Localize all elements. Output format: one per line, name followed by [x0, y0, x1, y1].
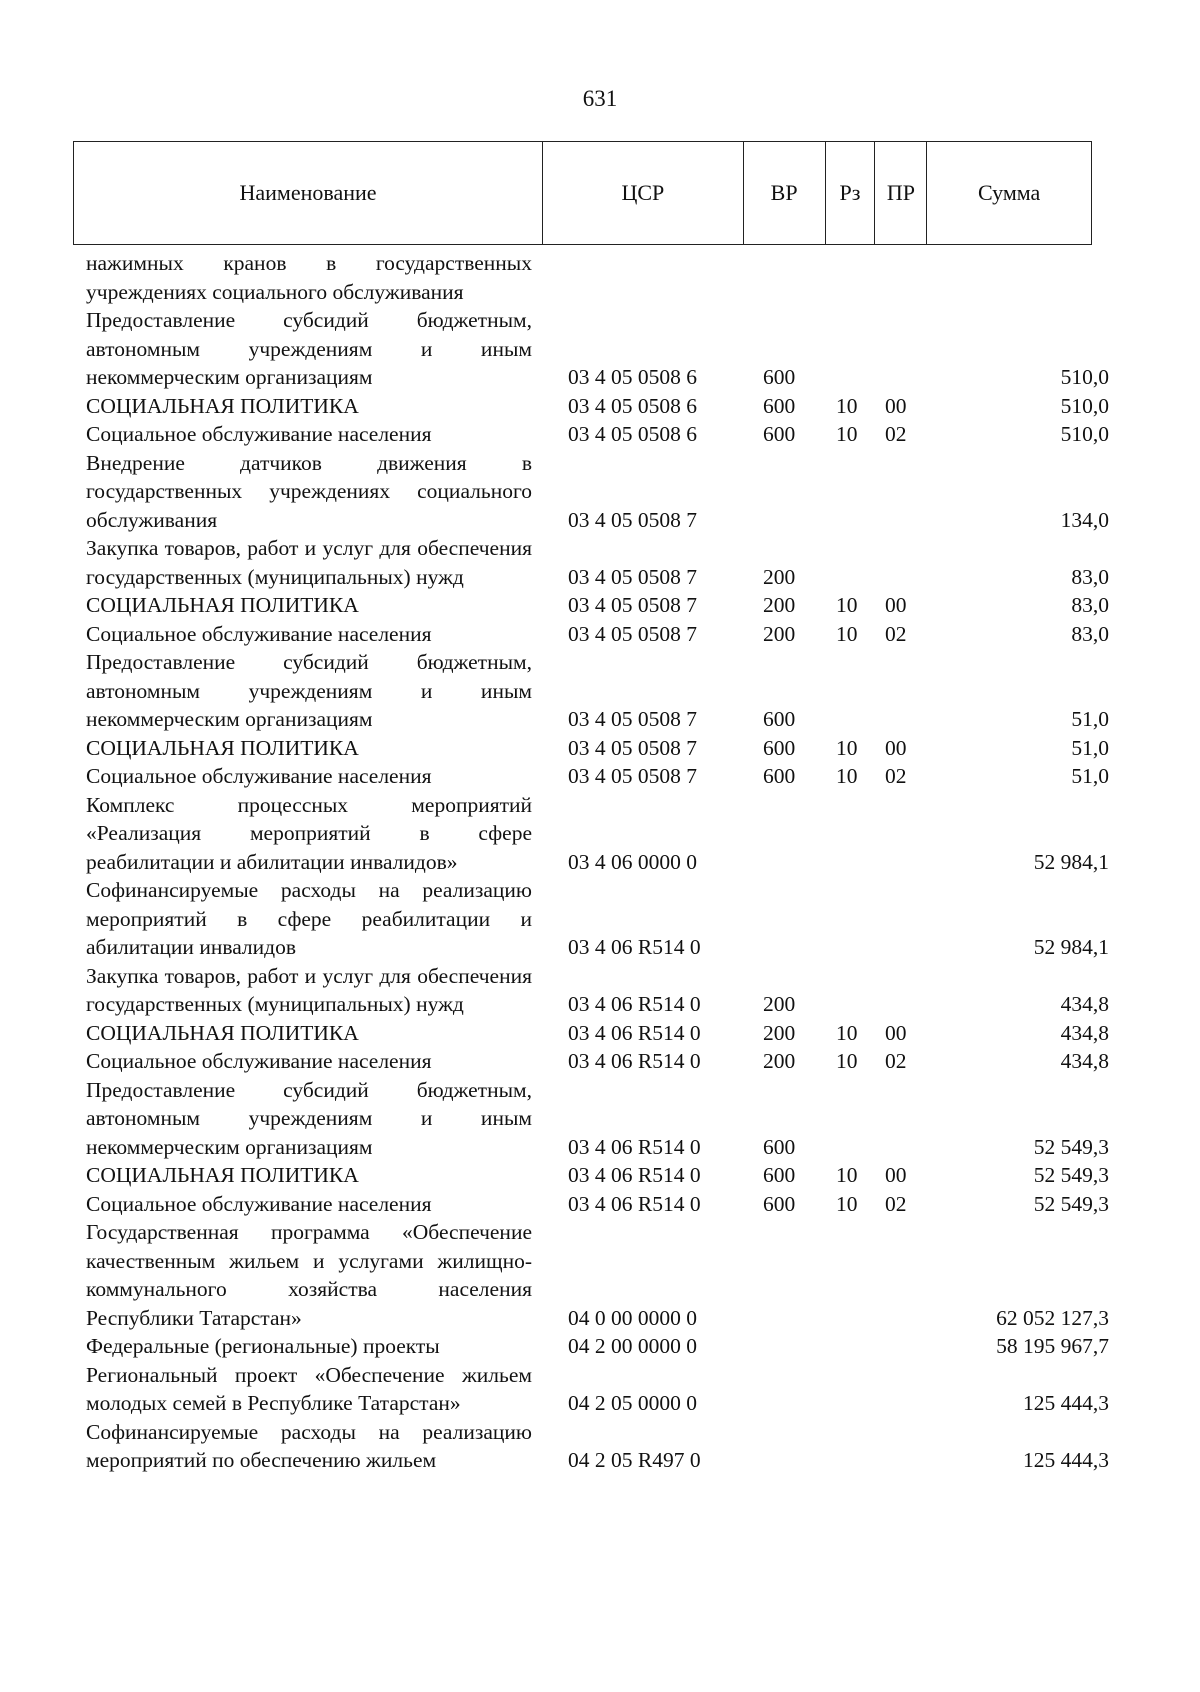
row-sum: 510,0 — [1060, 393, 1109, 418]
row-pr: 00 — [885, 393, 907, 418]
row-name: СОЦИАЛЬНАЯ ПОЛИТИКА — [86, 735, 359, 760]
header-vr: ВР — [744, 142, 826, 244]
row-vr: 600 — [763, 365, 796, 389]
row-pr: 00 — [885, 735, 907, 760]
row-csr: 03 4 06 R514 0 — [568, 1191, 701, 1216]
table-row — [0, 392, 1200, 421]
row-csr: 03 4 06 R514 0 — [568, 1049, 701, 1073]
table-row — [0, 1218, 1200, 1332]
row-csr: 03 4 05 0508 7 — [568, 507, 697, 532]
row-csr: 03 4 05 0508 6 — [568, 365, 697, 389]
table-row — [0, 620, 1200, 649]
row-sum: 52 984,1 — [1033, 935, 1109, 959]
row-csr: 03 4 05 0508 6 — [568, 393, 697, 418]
row-name: Социальное обслуживание населения — [86, 764, 432, 788]
row-sum: 434,8 — [1060, 1049, 1109, 1073]
table-row — [0, 306, 1200, 392]
table-row — [0, 449, 1200, 535]
table-row — [0, 1332, 1200, 1361]
row-name: Закупка товаров, работ и услуг для обеспечения государственных (муниципальных) нужд — [86, 536, 532, 589]
row-pr: 02 — [885, 1191, 907, 1216]
row-sum: 510,0 — [1060, 422, 1109, 446]
row-rz: 10 — [836, 422, 858, 446]
header-pr: ПР — [875, 142, 927, 244]
row-pr: 00 — [885, 1020, 907, 1045]
row-sum: 52 549,3 — [1033, 1191, 1109, 1216]
row-csr: 03 4 06 R514 0 — [568, 992, 701, 1016]
row-sum: 51,0 — [1071, 735, 1109, 760]
row-sum: 83,0 — [1071, 593, 1109, 617]
row-rz: 10 — [836, 764, 858, 788]
row-sum: 58 195 967,7 — [996, 1334, 1109, 1358]
row-csr: 04 0 00 0000 0 — [568, 1305, 697, 1330]
row-pr: 00 — [885, 593, 907, 617]
row-csr: 03 4 05 0508 7 — [568, 735, 697, 760]
row-pr: 02 — [885, 764, 907, 788]
row-vr: 600 — [763, 1191, 796, 1216]
row-name: Региональный проект «Обеспечение жильем молодых семей в Республике Татарстан» — [86, 1362, 532, 1415]
row-name: СОЦИАЛЬНАЯ ПОЛИТИКА — [86, 393, 359, 418]
table-row — [0, 648, 1200, 734]
row-csr: 04 2 05 R497 0 — [568, 1448, 701, 1472]
row-vr: 200 — [763, 593, 796, 617]
row-name: СОЦИАЛЬНАЯ ПОЛИТИКА — [86, 1020, 359, 1045]
row-sum: 52 984,1 — [1033, 849, 1109, 874]
row-csr: 03 4 06 R514 0 — [568, 1163, 701, 1187]
row-name: Предоставление субсидий бюджетным, автономным учреждениям и иным некоммерческим организациям — [86, 650, 532, 731]
table-row — [0, 1361, 1200, 1418]
table-row — [0, 962, 1200, 1019]
row-name: Софинансируемые расходы на реализацию мероприятий в сфере реабилитации и абилитации инвалидов — [86, 878, 532, 959]
row-vr: 600 — [763, 393, 796, 418]
table-row — [0, 1047, 1200, 1076]
row-vr: 600 — [763, 422, 796, 446]
row-name: СОЦИАЛЬНАЯ ПОЛИТИКА — [86, 593, 359, 617]
table-row — [0, 1161, 1200, 1190]
row-vr: 200 — [763, 1020, 796, 1045]
row-name: нажимных кранов в государственных учреждениях социального обслуживания — [86, 251, 532, 304]
table-row — [0, 249, 1200, 306]
header-sum: Сумма — [978, 180, 1041, 205]
table-row — [0, 1418, 1200, 1475]
row-rz: 10 — [836, 393, 858, 418]
row-name: Социальное обслуживание населения — [86, 1049, 432, 1073]
row-pr: 02 — [885, 1049, 907, 1073]
row-sum: 51,0 — [1071, 707, 1109, 731]
row-vr: 600 — [763, 764, 796, 788]
row-csr: 03 4 05 0508 7 — [568, 564, 697, 589]
row-vr: 600 — [763, 735, 796, 760]
table-row — [0, 1076, 1200, 1162]
header-rz: Рз — [826, 142, 876, 244]
row-csr: 03 4 06 R514 0 — [568, 935, 701, 959]
row-vr: 600 — [763, 707, 796, 731]
table-header — [73, 141, 1092, 245]
row-name: Комплекс процессных мероприятий «Реализация мероприятий в сфере реабилитации и абилитации инвалидов» — [86, 792, 532, 874]
row-sum: 51,0 — [1071, 764, 1109, 788]
row-pr: 02 — [885, 621, 907, 646]
row-csr: 03 4 06 R514 0 — [568, 1134, 701, 1159]
row-vr: 200 — [763, 992, 796, 1016]
row-name: Софинансируемые расходы на реализацию мероприятий по обеспечению жильем — [86, 1419, 532, 1472]
row-name: Предоставление субсидий бюджетным, автономным учреждениям и иным некоммерческим организациям — [86, 1077, 532, 1159]
row-sum: 62 052 127,3 — [996, 1305, 1109, 1330]
row-csr: 03 4 05 0508 7 — [568, 707, 697, 731]
row-name: Закупка товаров, работ и услуг для обеспечения государственных (муниципальных) нужд — [86, 963, 532, 1016]
row-csr: 04 2 05 0000 0 — [568, 1391, 697, 1415]
row-vr: 600 — [763, 1134, 796, 1159]
row-name: Внедрение датчиков движения в государственных учреждениях социального обслуживания — [86, 450, 532, 532]
row-name: Государственная программа «Обеспечение качественным жильем и услугами жилищно-коммунального хозяйства населения Республики Татарстан» — [86, 1220, 532, 1330]
row-rz: 10 — [836, 735, 858, 760]
row-name: Социальное обслуживание населения — [86, 1191, 432, 1216]
row-sum: 510,0 — [1060, 365, 1109, 389]
header-csr: ЦСР — [543, 142, 744, 244]
row-rz: 10 — [836, 1191, 858, 1216]
row-name: СОЦИАЛЬНАЯ ПОЛИТИКА — [86, 1163, 359, 1187]
row-name: Социальное обслуживание населения — [86, 422, 432, 446]
row-csr: 03 4 05 0508 7 — [568, 621, 697, 646]
table-row — [0, 591, 1200, 620]
row-name: Федеральные (региональные) проекты — [86, 1334, 440, 1358]
row-csr: 03 4 05 0508 7 — [568, 593, 697, 617]
row-rz: 10 — [836, 1020, 858, 1045]
row-sum: 125 444,3 — [1023, 1391, 1109, 1415]
row-csr: 03 4 05 0508 7 — [568, 764, 697, 788]
table-body — [0, 249, 1200, 1475]
row-pr: 02 — [885, 422, 907, 446]
row-name: Социальное обслуживание населения — [86, 621, 432, 646]
row-pr: 00 — [885, 1163, 907, 1187]
row-rz: 10 — [836, 1049, 858, 1073]
row-sum: 83,0 — [1071, 564, 1109, 589]
row-vr: 600 — [763, 1163, 796, 1187]
table-row — [0, 1019, 1200, 1048]
row-rz: 10 — [836, 1163, 858, 1187]
row-rz: 10 — [836, 621, 858, 646]
row-csr: 03 4 05 0508 6 — [568, 422, 697, 446]
row-sum: 125 444,3 — [1023, 1448, 1109, 1472]
table-row — [0, 791, 1200, 877]
row-csr: 03 4 06 R514 0 — [568, 1020, 701, 1045]
row-rz: 10 — [836, 593, 858, 617]
row-name: Предоставление субсидий бюджетным, автономным учреждениям и иным некоммерческим организациям — [86, 308, 532, 389]
table-row — [0, 734, 1200, 763]
table-row — [0, 534, 1200, 591]
row-vr: 200 — [763, 1049, 796, 1073]
row-sum: 83,0 — [1071, 621, 1109, 646]
page-number: 631 — [582, 86, 618, 111]
table-row — [0, 876, 1200, 962]
table-row — [0, 1190, 1200, 1219]
row-sum: 434,8 — [1060, 1020, 1109, 1045]
table-row — [0, 420, 1200, 449]
row-vr: 200 — [763, 564, 796, 589]
row-vr: 200 — [763, 621, 796, 646]
row-sum: 52 549,3 — [1033, 1134, 1109, 1159]
row-sum: 52 549,3 — [1033, 1163, 1109, 1187]
table-row — [0, 762, 1200, 791]
row-csr: 03 4 06 0000 0 — [568, 849, 697, 874]
row-csr: 04 2 00 0000 0 — [568, 1334, 697, 1358]
row-sum: 134,0 — [1060, 507, 1109, 532]
header-name: Наименование — [74, 142, 543, 244]
row-sum: 434,8 — [1060, 992, 1109, 1016]
